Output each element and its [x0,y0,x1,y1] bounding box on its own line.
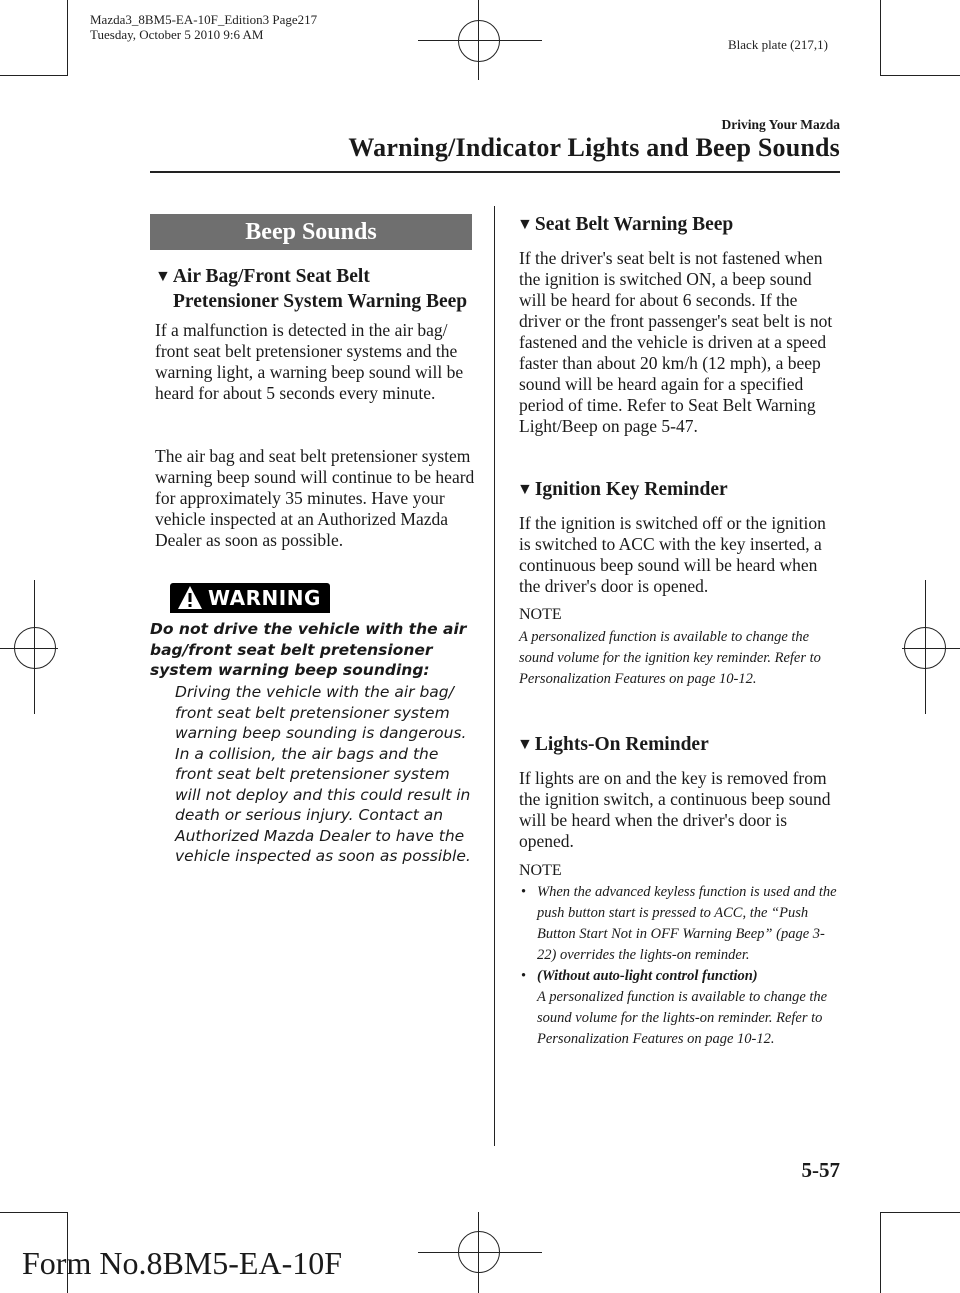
bullet-dot-icon: • [521,968,527,984]
lights-para: If lights are on and the key is removed from the ignition switch, a continuous beep sound will be heard when the driver's door is opened. [519,768,831,851]
print-date-line: Tuesday, October 5 2010 9:6 AM [90,27,264,42]
airbag-para-1: If a malfunction is detected in the air bag/ front seat belt pretensioner systems and the warning light, a warning beep sound will be heard for about 5 seconds every minute. [155,320,464,403]
triangle-down-icon: ▼ [517,481,533,498]
triangle-down-icon: ▼ [155,268,171,285]
section-name: Driving Your Mazda [721,117,840,132]
airbag-heading: ▼ Air Bag/Front Seat Belt Pretensioner System Warning Beep [155,266,468,312]
page-number: 5-57 [801,1158,840,1182]
warning-exclamation-icon [177,585,203,611]
warning-main-text: Do not drive the vehicle with the air bag/front seat belt pretensioner system warning beep sounding: [150,620,467,679]
page-title: Warning/Indicator Lights and Beep Sounds [348,133,840,162]
ignition-heading: ▼ Ignition Key Reminder [517,479,728,500]
list-item: • When the advanced keyless function is used and the push button start is pressed to ACC, the “Push Button Start Not in OFF Warning Beep” (page 3-22) overrides the lights-on reminder. [521,884,837,963]
ignition-para: If the ignition is switched off or the ignition is switched to ACC with the key inserted, a continuous beep sound will be heard when the driver's door is opened. [519,513,826,596]
airbag-para-2: The air bag and seat belt pretensioner system warning beep sound will continue to be heard for approximately 35 minutes. Have your vehicle inspected at an Authorized Mazda Dealer as soon as possible. [155,446,475,550]
list-item: • (Without auto-light control function) A personalized function is available to change the sound volume for the lights-on reminder. Refer to Personalization Features on page 10-12. [521,968,828,1047]
ignition-note-label: NOTE [519,606,562,623]
triangle-down-icon: ▼ [517,736,533,753]
section-banner: Beep Sounds [150,214,472,250]
plate-label: Black plate (217,1) [728,37,828,52]
column-divider [494,206,495,1146]
warning-label-box [170,583,330,613]
ignition-note: A personalized function is available to change the sound volume for the ignition key reminder. Refer to Personalization Features on page 10-12. [519,629,821,687]
seatbelt-heading: ▼ Seat Belt Warning Beep [517,214,734,235]
warning-label: WARNING [208,586,321,610]
triangle-down-icon: ▼ [517,216,533,233]
bullet-dot-icon: • [521,884,527,900]
lights-heading: ▼ Lights-On Reminder [517,734,709,755]
header-rule [150,171,840,173]
seatbelt-para: If the driver's seat belt is not fastened when the ignition is switched ON, a beep sound will be heard for about 6 seconds. If the driver or the front passenger's seat belt is not fastened and the vehicle is driven at a speed faster than about 20 km/h (12 mph), a beep sound will be heard again for a specified period of time. Refer to Seat Belt Warning Light/Beep on page 5-47. [519,248,833,436]
print-file-line: Mazda3_8BM5-EA-10F_Edition3 Page217 [90,12,318,27]
warning-detail-text: Driving the vehicle with the air bag/ front seat belt pretensioner system warning beep sounding is dangerous. In a collision, the air bags and the front seat belt pretensioner system will not deploy and this could result in death or serious injury. Contact an Authorized Mazda Dealer to have the vehicle inspected as soon as possible. [175,683,471,865]
form-number: Form No.8BM5-EA-10F [22,1245,343,1281]
lights-note-label: NOTE [519,862,562,879]
lights-note-list [519,882,841,1050]
